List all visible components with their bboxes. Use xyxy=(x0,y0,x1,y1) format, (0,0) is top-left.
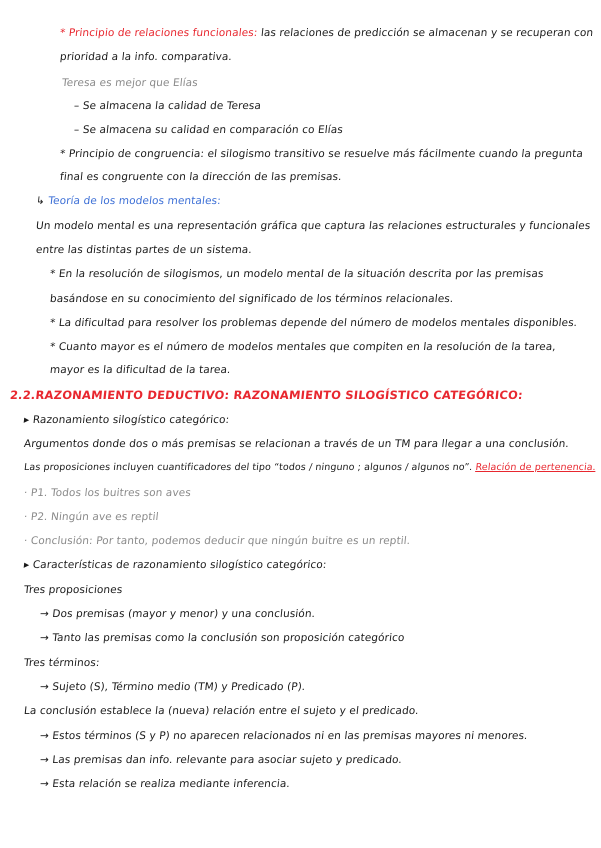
membership-relation: Relación de pertenencia. xyxy=(474,462,597,473)
text-line: – Se almacena la calidad de Teresa xyxy=(73,100,262,112)
text-line: Argumentos donde dos o más premisas se relacionan a través de un TM para llegar a una conclusión. xyxy=(23,438,570,450)
text-line: → Esta relación se realiza mediante inferencia. xyxy=(39,778,291,790)
mental-models-heading xyxy=(35,194,221,208)
text-line: prioridad a la info. comparativa. xyxy=(59,51,233,63)
section-heading: 2.2.RAZONAMIENTO DEDUCTIVO: RAZONAMIENTO SILOGÍSTICO CATEGÓRICO: xyxy=(9,388,524,402)
text-line: entre las distintas partes de un sistema. xyxy=(35,244,253,256)
text-line: → Tanto las premisas como la conclusión son proposición categórico xyxy=(39,632,406,644)
principle-congruence-line: * Principio de congruencia: el silogismo transitivo se resuelve más fácilmente cuando la pregunta xyxy=(59,148,584,160)
premise-2: · P2. Ningún ave es reptil xyxy=(23,511,160,523)
arrow-icon: ↳ xyxy=(35,195,49,207)
text-line: * Cuanto mayor es el número de modelos mentales que compiten en la resolución de la tarea, xyxy=(49,341,557,353)
text-line: Tres proposiciones xyxy=(23,584,124,596)
subheading: ▸ Razonamiento silogístico categórico: xyxy=(23,414,230,426)
example-line: Teresa es mejor que Elías xyxy=(61,77,199,89)
text-line: → Sujeto (S), Término medio (TM) y Predicado (P). xyxy=(39,681,306,693)
text-line: Un modelo mental es una representación gráfica que captura las relaciones estructurales y funcionales xyxy=(35,220,592,232)
premise-1: · P1. Todos los buitres son aves xyxy=(23,487,192,499)
text-line: → Dos premisas (mayor y menor) y una conclusión. xyxy=(39,608,316,620)
principle-functional-title: * Principio de relaciones funcionales: xyxy=(59,27,259,39)
text-line: basándose en su conocimiento del significado de los términos relacionales. xyxy=(49,293,454,305)
text-line: * En la resolución de silogismos, un modelo mental de la situación descrita por las premisas xyxy=(49,268,545,280)
principle-functional-line xyxy=(59,26,594,40)
subheading: ▸ Características de razonamiento silogístico categórico: xyxy=(23,559,328,571)
text-line: – Se almacena su calidad en comparación co Elías xyxy=(73,124,344,136)
principle-functional-text: las relaciones de predicción se almacenan y se recuperan con xyxy=(256,27,594,39)
quantifiers-text: Las proposiciones incluyen cuantificadores del tipo “todos / ninguno ; algunos / algunos no”. xyxy=(23,462,477,473)
text-line: mayor es la dificultad de la tarea. xyxy=(49,364,232,376)
text-line: → Las premisas dan info. relevante para asociar sujeto y predicado. xyxy=(39,754,403,766)
text-line: * La dificultad para resolver los problemas depende del número de modelos mentales disponibles. xyxy=(49,317,578,329)
conclusion: · Conclusión: Por tanto, podemos deducir que ningún buitre es un reptil. xyxy=(23,535,411,547)
mental-models-title: Teoría de los modelos mentales: xyxy=(47,195,222,207)
text-line: → Estos términos (S y P) no aparecen relacionados ni en las premisas mayores ni menores. xyxy=(39,730,529,742)
text-line xyxy=(23,461,596,475)
text-line: final es congruente con la dirección de las premisas. xyxy=(59,171,343,183)
text-line: La conclusión establece la (nueva) relación entre el sujeto y el predicado. xyxy=(23,705,420,717)
text-line: Tres términos: xyxy=(23,657,101,669)
